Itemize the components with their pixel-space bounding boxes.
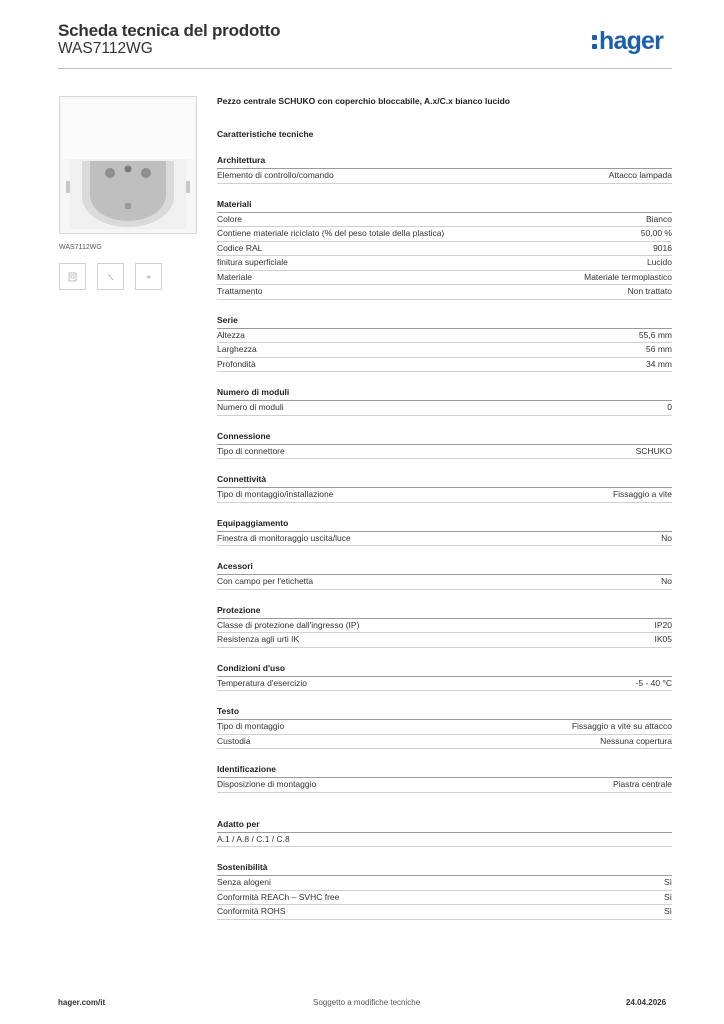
spec-label: Custodia xyxy=(217,735,251,746)
spec-section xyxy=(217,155,672,184)
spec-label: Conformità REACh – SVHC free xyxy=(217,891,340,902)
spec-label: finitura superficiale xyxy=(217,257,288,267)
drawing-icon[interactable] xyxy=(59,263,86,290)
header-divider xyxy=(58,68,672,69)
spec-section xyxy=(217,764,672,793)
spec-row xyxy=(217,169,672,184)
spec-value: -5 - 40 °C xyxy=(635,677,672,688)
spec-label: Altezza xyxy=(217,329,245,340)
spec-label: Con campo per l'etichetta xyxy=(217,576,314,586)
spec-row xyxy=(217,488,672,503)
spec-section xyxy=(217,561,672,590)
spec-value: 34 mm xyxy=(646,358,672,369)
product-code: WAS7112WG xyxy=(58,40,153,57)
image-caption: WAS7112WG xyxy=(59,244,102,251)
spec-value: SCHUKO xyxy=(635,445,672,456)
spec-label: Larghezza xyxy=(217,344,257,354)
section-title: Condizioni d'uso xyxy=(217,663,672,677)
spec-value: Sì xyxy=(663,906,672,916)
spec-value: Attacco lampada xyxy=(608,170,672,180)
spec-value: 0 xyxy=(667,402,672,412)
spec-value: Sì xyxy=(663,877,672,887)
spec-label: Codice RAL xyxy=(217,242,263,253)
spec-section xyxy=(217,315,672,373)
spec-row xyxy=(217,905,672,920)
spec-label: Tipo di montaggio/installazione xyxy=(217,489,334,499)
product-description: Pezzo centrale SCHUKO con coperchio bloccabile, A.x/C.x bianco lucido xyxy=(217,96,511,106)
spec-label: Tipo di connettore xyxy=(217,445,285,456)
footer-website[interactable]: hager.com/it xyxy=(58,998,106,1007)
tech-heading: Caratteristiche tecniche xyxy=(217,129,314,139)
spec-value: Bianco xyxy=(646,213,672,224)
section-title: Equipaggiamento xyxy=(217,518,672,532)
spec-value: Fissaggio a vite xyxy=(612,489,672,499)
spec-row xyxy=(217,256,672,271)
section-title: Acessori xyxy=(217,561,672,575)
section-title: Numero di moduli xyxy=(217,387,672,401)
page-title: Scheda tecnica del prodotto xyxy=(58,21,281,40)
spec-value: 50,00 % xyxy=(640,228,672,238)
spec-value: No xyxy=(661,576,672,586)
spec-value: No xyxy=(661,532,672,543)
spec-value: Piastra centrale xyxy=(612,779,672,789)
spec-section xyxy=(217,663,672,692)
spec-label: Elemento di controllo/comando xyxy=(217,170,334,180)
section-title: Protezione xyxy=(217,605,672,619)
spec-label: Disposizione di montaggio xyxy=(217,779,317,789)
spec-row xyxy=(217,891,672,906)
spec-value: Sì xyxy=(663,891,672,902)
spec-value: Nessuna copertura xyxy=(600,735,672,746)
spec-label: Trattamento xyxy=(217,286,263,296)
spec-content xyxy=(217,96,672,920)
section-title: Sostenibilità xyxy=(217,862,672,876)
footer-note: Soggetto a modifiche tecniche xyxy=(313,998,421,1007)
section-title: Adatto per xyxy=(217,819,672,833)
spec-section xyxy=(217,387,672,416)
spec-row xyxy=(217,445,672,460)
spec-row xyxy=(217,213,672,228)
spec-row xyxy=(217,575,672,590)
section-title: Testo xyxy=(217,706,672,720)
spec-label: Contiene materiale riciclato (% del peso totale della plastica) xyxy=(217,228,445,238)
spec-row xyxy=(217,227,672,242)
spec-label: Classe di protezione dall'ingresso (IP) xyxy=(217,619,360,630)
spec-row xyxy=(217,720,672,735)
section-title: Identificazione xyxy=(217,764,672,778)
spec-row xyxy=(217,343,672,358)
spec-section xyxy=(217,862,672,920)
spec-label: Tipo di montaggio xyxy=(217,721,285,731)
spec-row xyxy=(217,329,672,344)
dimension-icon[interactable] xyxy=(97,263,124,290)
spec-value: Non trattato xyxy=(627,286,672,296)
spec-section xyxy=(217,819,672,848)
spec-row xyxy=(217,532,672,547)
spec-row xyxy=(217,735,672,750)
spec-row xyxy=(217,778,672,793)
section-title: Connessione xyxy=(217,431,672,445)
spec-value: IP20 xyxy=(654,619,672,630)
spec-label: Materiale xyxy=(217,271,252,282)
spec-section xyxy=(217,431,672,460)
spec-row xyxy=(217,242,672,257)
section-title: Materiali xyxy=(217,199,672,213)
spec-section xyxy=(217,474,672,503)
thumbnail-strip xyxy=(59,263,162,290)
spec-row xyxy=(217,358,672,373)
spec-value: 9016 xyxy=(653,242,672,253)
spec-label: Resistenza agli urti IK xyxy=(217,634,300,644)
logo-dots-icon xyxy=(592,27,597,55)
hager-logo xyxy=(592,27,663,55)
spec-value: 55,6 mm xyxy=(638,329,672,340)
spec-value: IK05 xyxy=(654,634,672,644)
spec-row xyxy=(217,833,672,848)
spec-label: Finestra di monitoraggio uscita/luce xyxy=(217,532,351,543)
section-title: Architettura xyxy=(217,155,672,169)
spec-label: Senza alogeni xyxy=(217,877,271,887)
spec-value: Fissaggio a vite su attacco xyxy=(571,721,672,731)
spec-sections xyxy=(217,155,672,920)
section-title: Serie xyxy=(217,315,672,329)
spec-label: Colore xyxy=(217,213,243,224)
spec-row xyxy=(217,677,672,692)
spec-row xyxy=(217,271,672,286)
spec-label: Numero di moduli xyxy=(217,402,284,412)
schuko-socket-image xyxy=(59,96,197,234)
spec-row xyxy=(217,401,672,416)
spec-section xyxy=(217,605,672,648)
footer-date: 24.04.2026 xyxy=(626,998,667,1007)
spec-section xyxy=(217,706,672,749)
spec-value: 56 mm xyxy=(646,344,672,354)
spec-row xyxy=(217,619,672,634)
spec-value: Lucido xyxy=(646,257,672,267)
spec-label: A.1 / A.8 / C.1 / C.8 xyxy=(217,833,290,844)
spec-row xyxy=(217,876,672,891)
spec-label: Profondità xyxy=(217,358,256,369)
spec-label: Temperatura d'esercizio xyxy=(217,677,307,688)
spec-row xyxy=(217,633,672,648)
spec-row xyxy=(217,285,672,300)
spec-label: Conformità ROHS xyxy=(217,906,286,916)
spec-value: Materiale termoplastico xyxy=(584,271,672,282)
line-icon[interactable] xyxy=(135,263,162,290)
spec-section xyxy=(217,518,672,547)
section-title: Connettività xyxy=(217,474,672,488)
spec-section xyxy=(217,199,672,300)
logo-text: hager xyxy=(599,27,664,55)
